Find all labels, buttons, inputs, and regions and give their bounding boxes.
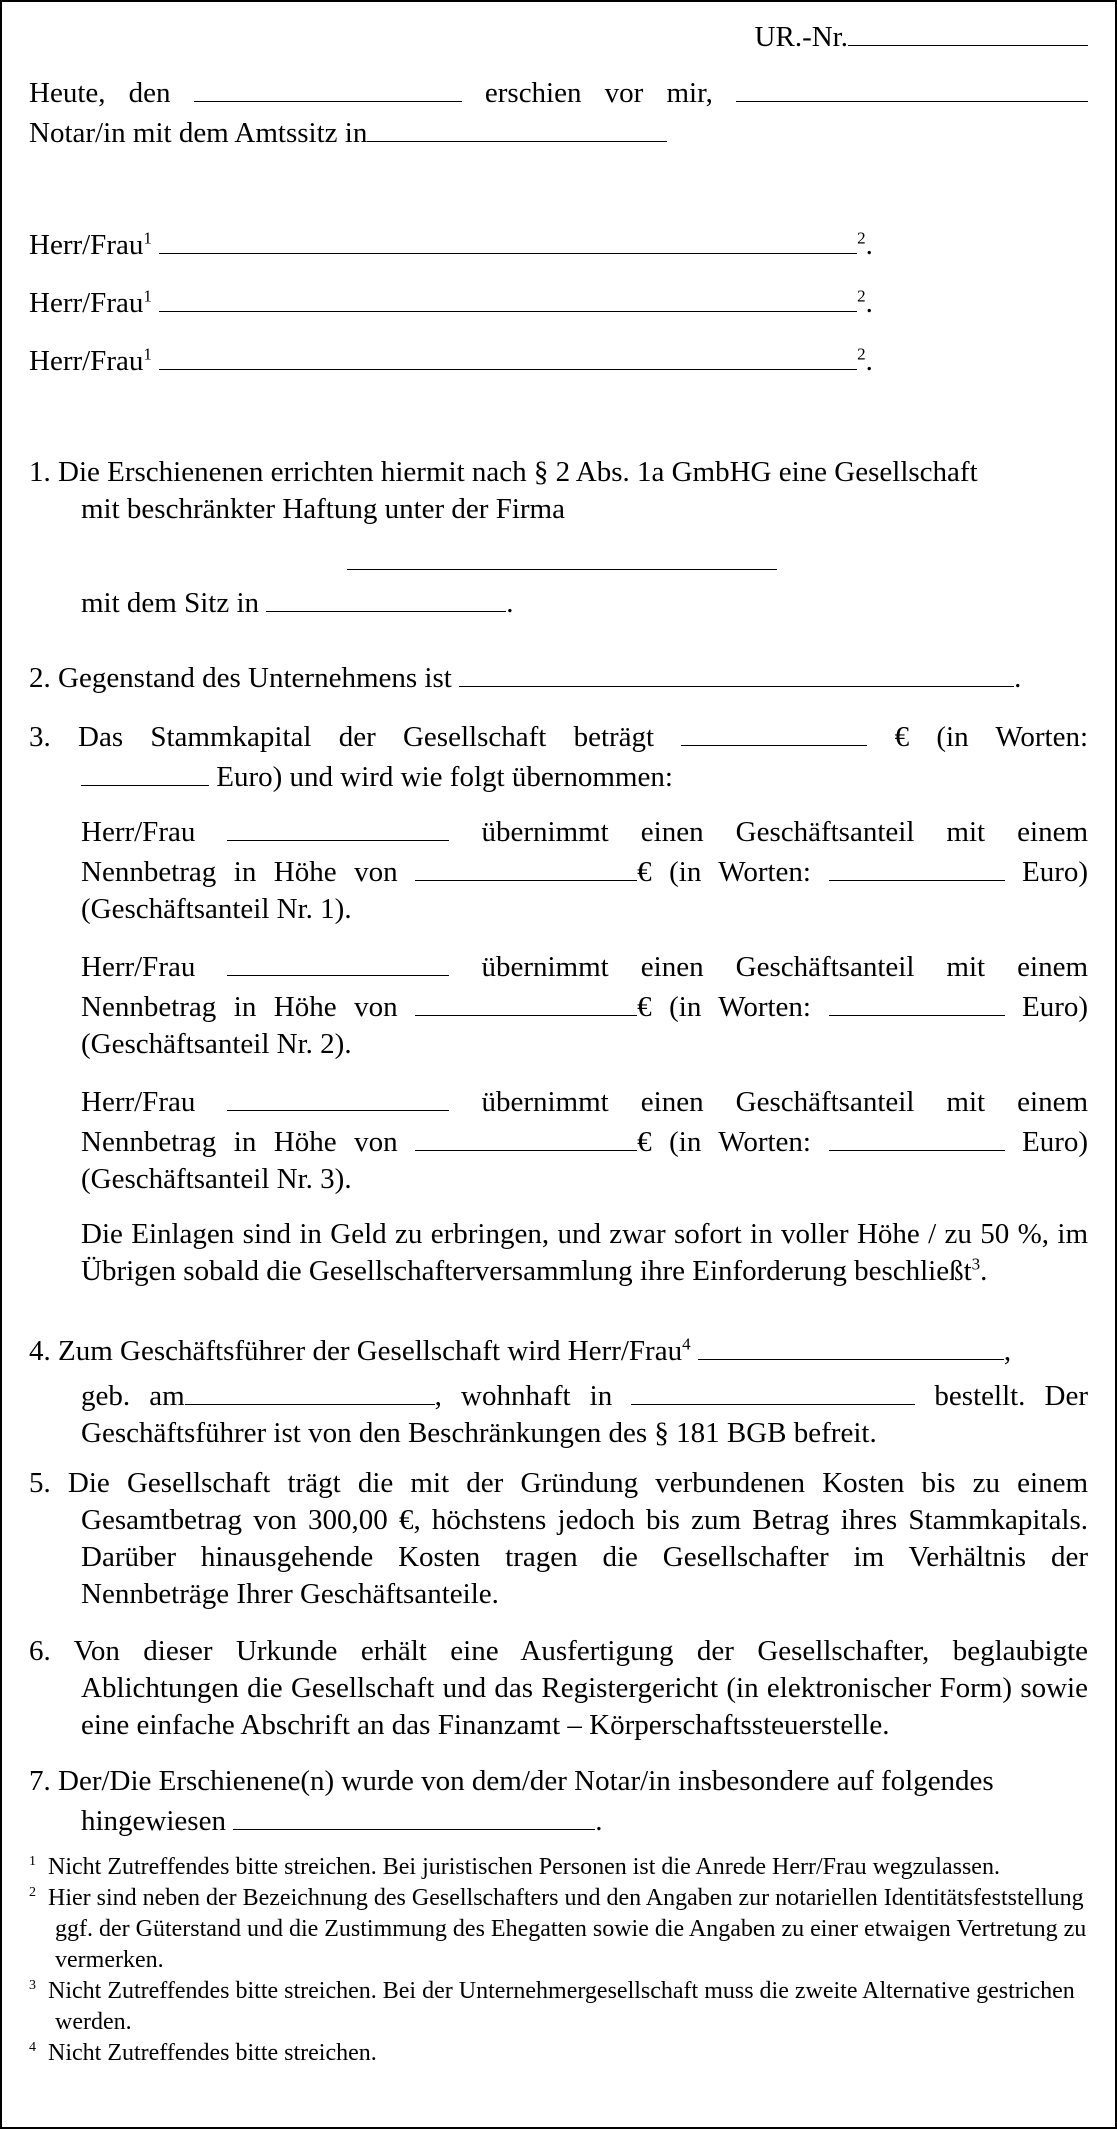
footnote-ref: 1 [143,228,152,248]
nennbetrag-blank[interactable] [415,986,637,1016]
item-6-text: 6. Von dieser Urkunde erhält eine Ausfertigung der Gesellschafter, beglaubigte Ablichtungen die Gesellschaft und das Registergericht (in elektronischer Form) sowie eine einfache Abschrift an das Finanzamt – Körperschaftssteuerstelle. [29,1635,1088,1741]
date-blank[interactable] [194,72,462,102]
in-worten: (in Worten: [936,721,1089,753]
share-nenn: Nennbetrag in Höhe von [81,856,398,888]
period: . [865,229,873,261]
gegenstand-blank[interactable] [459,657,1014,687]
footnote-ref: 3 [971,1254,981,1274]
share-line-2 [81,851,1088,891]
footnote-1 [29,1852,1088,1883]
urnr-blank[interactable] [848,16,1088,46]
shareholder-blank[interactable] [227,946,449,976]
footnote-ref: 2 [857,228,866,248]
footnote-ref: 1 [143,344,152,364]
share-number: (Geschäftsanteil Nr. 2). [81,1028,352,1060]
period: . [506,587,514,619]
footnote-ref: 4 [682,1334,691,1354]
share-euro: € (in Worten: [637,1126,811,1158]
item-4-line-3: Geschäftsführer ist von den Beschränkungen des § 181 BGB befreit. [81,1417,877,1449]
share-1 [29,811,1088,928]
share-line-1 [81,1081,1088,1121]
share-uebernimmt: übernimmt einen Geschäftsanteil mit einem [481,816,1089,848]
euro-symbol: € [894,721,910,753]
shareholder-blank[interactable] [227,811,449,841]
item-4-line-1 [29,1330,1088,1370]
footnote-text: Nicht Zutreffendes bitte streichen. Bei juristischen Personen ist die Anrede Herr/Frau wegzulassen. [48,1854,1000,1880]
firma-blank[interactable] [347,540,777,570]
footnote-ref: 1 [143,286,152,306]
item-number: 1. [29,456,51,488]
item-7-line-2 [29,1800,1088,1840]
item-2 [29,657,1088,697]
item-4-text: 4. Zum Geschäftsführer der Gesellschaft wird Herr/Frau [29,1335,683,1367]
urnr-label: UR.-Nr. [754,21,848,53]
item-1-line-2: mit beschränkter Haftung unter der Firma [81,493,565,525]
footnote-4 [29,2038,1088,2069]
share-herr: Herr/Frau [81,1086,196,1118]
share-euro: € (in Worten: [637,856,811,888]
item-1 [29,454,1088,622]
item-1-text: Die Erschienenen errichten hiermit nach § 2 Abs. 1a GmbHG eine Gesellschaft [58,456,978,488]
nennbetrag-words-blank[interactable] [829,986,1005,1016]
share-uebernimmt: übernimmt einen Geschäftsanteil mit einem [481,951,1089,983]
footnote-3 [29,1976,1088,2038]
person-blank[interactable] [159,224,857,254]
sitz-label: mit dem Sitz in [81,587,260,619]
item-4-lines [29,1375,1088,1452]
managing-director-blank[interactable] [698,1330,1004,1360]
footnote-text: Hier sind neben der Bezeichnung des Gesellschafters und den Angaben zur notariellen Identitätsfeststellung ggf. der Güterstand und die Zustimmung des Ehegatten sowie die Angaben zu einer etwaigen Vertretung zu vermerken. [48,1885,1087,1973]
bestellt-label: bestellt. Der [934,1380,1089,1412]
appearing-person-2 [29,282,1088,322]
einlagen-text: Die Einlagen sind in Geld zu erbringen, und zwar sofort in voller Höhe / zu 50 %, im Übrigen sobald die Gesellschafterversammlung ihre Einforderung beschließt [81,1218,1088,1287]
item-5 [29,1465,1088,1613]
einlagen-paragraph [29,1216,1088,1290]
footnote-ref: 2 [857,286,866,306]
amtssitz-blank[interactable] [367,112,667,142]
share-nenn: Nennbetrag in Höhe von [81,991,398,1023]
footnote-number: 1 [29,1854,36,1869]
appearing-label: Herr/Frau [29,229,144,261]
item-1-sitz [29,582,1088,622]
hingewiesen-label: hingewiesen [81,1805,226,1837]
person-blank[interactable] [159,282,857,312]
wohnhaft-label: , wohnhaft in [434,1380,613,1412]
item-4-line-2 [81,1375,1088,1415]
item-4 [29,1330,1088,1452]
period: . [865,345,873,377]
footnote-2 [29,1883,1088,1976]
nennbetrag-blank[interactable] [415,1121,637,1151]
comma: , [1003,1335,1012,1367]
intro-erschien: erschien vor mir, [484,77,713,109]
item-3-text: 3. Das Stammkapital der Gesellschaft beträgt [29,721,655,753]
share-line-1 [81,811,1088,851]
item-3-line-2 [29,756,1088,796]
share-nenn: Nennbetrag in Höhe von [81,1126,398,1158]
stammkapital-blank[interactable] [681,716,867,746]
footnotes [29,1852,1088,2069]
share-uebernimmt: übernimmt einen Geschäftsanteil mit einem [481,1086,1089,1118]
appearing-label: Herr/Frau [29,345,144,377]
share-2 [29,946,1088,1063]
item-7-line-1: 7. Der/Die Erschienene(n) wurde von dem/der Notar/in insbesondere auf folgendes [29,1765,994,1797]
appearing-person-3 [29,340,1088,380]
intro-line-1 [29,72,1088,112]
firma-blank-row [347,540,1088,576]
item-1-line-1 [29,454,1088,491]
period: . [980,1255,988,1287]
intro-notar: Notar/in mit dem Amtssitz in [29,117,368,149]
nennbetrag-words-blank[interactable] [829,1121,1005,1151]
shareholder-blank[interactable] [227,1081,449,1111]
footnote-text: Nicht Zutreffendes bitte streichen. [48,2040,377,2066]
hinweis-blank[interactable] [233,1800,595,1830]
appearing-person-1 [29,224,1088,264]
item-7 [29,1763,1088,1840]
geb-label: geb. am [81,1380,185,1412]
item-3-line-1 [29,716,1088,756]
footnote-text: Nicht Zutreffendes bitte streichen. Bei der Unternehmergesellschaft muss die zweite Alternative gestrichen werden. [48,1978,1075,2035]
footnote-ref: 2 [857,344,866,364]
birthdate-blank[interactable] [185,1375,435,1405]
share-line-1 [81,946,1088,986]
share-euro-close: Euro) [1022,991,1089,1023]
share-herr: Herr/Frau [81,951,196,983]
appearing-label: Herr/Frau [29,287,144,319]
item-2-text: 2. Gegenstand des Unternehmens ist [29,662,452,694]
share-number: (Geschäftsanteil Nr. 1). [81,893,352,925]
footnote-number: 2 [29,1885,36,1900]
intro-line-2 [29,112,1088,152]
footnote-number: 3 [29,1978,36,1993]
nennbetrag-blank[interactable] [415,851,637,881]
item-6 [29,1633,1088,1744]
share-herr: Herr/Frau [81,816,196,848]
share-euro: € (in Worten: [637,991,811,1023]
share-3 [29,1081,1088,1198]
intro-paragraph [29,72,1088,152]
item-3 [29,716,1088,1290]
footnote-number: 4 [29,2040,36,2055]
urkunden-number [755,16,1088,56]
person-blank[interactable] [159,340,857,370]
share-line-2 [81,1121,1088,1161]
notary-name-blank[interactable] [736,72,1088,102]
item-3-text-2: Euro) und wird wie folgt übernommen: [216,761,673,793]
residence-blank[interactable] [631,1375,915,1405]
share-euro-close: Euro) [1022,1126,1089,1158]
share-number: (Geschäftsanteil Nr. 3). [81,1163,352,1195]
period: . [865,287,873,319]
share-euro-close: Euro) [1022,856,1089,888]
sitz-blank[interactable] [266,582,506,612]
stammkapital-words-blank[interactable] [81,756,209,786]
nennbetrag-words-blank[interactable] [829,851,1005,881]
share-line-2 [81,986,1088,1026]
intro-heute: Heute, den [29,77,171,109]
item-5-text: 5. Die Gesellschaft trägt die mit der Gründung verbundenen Kosten bis zu einem Gesamtbetrag von 300,00 €, höchstens jedoch bis zum Betrag ihres Stammkapitals. Darüber hinausgehende Kosten tragen die Gesellschafter im Verhältnis der Nennbeträge Ihrer Geschäftsanteile. [29,1467,1088,1610]
period: . [1014,662,1022,694]
period: . [595,1805,603,1837]
